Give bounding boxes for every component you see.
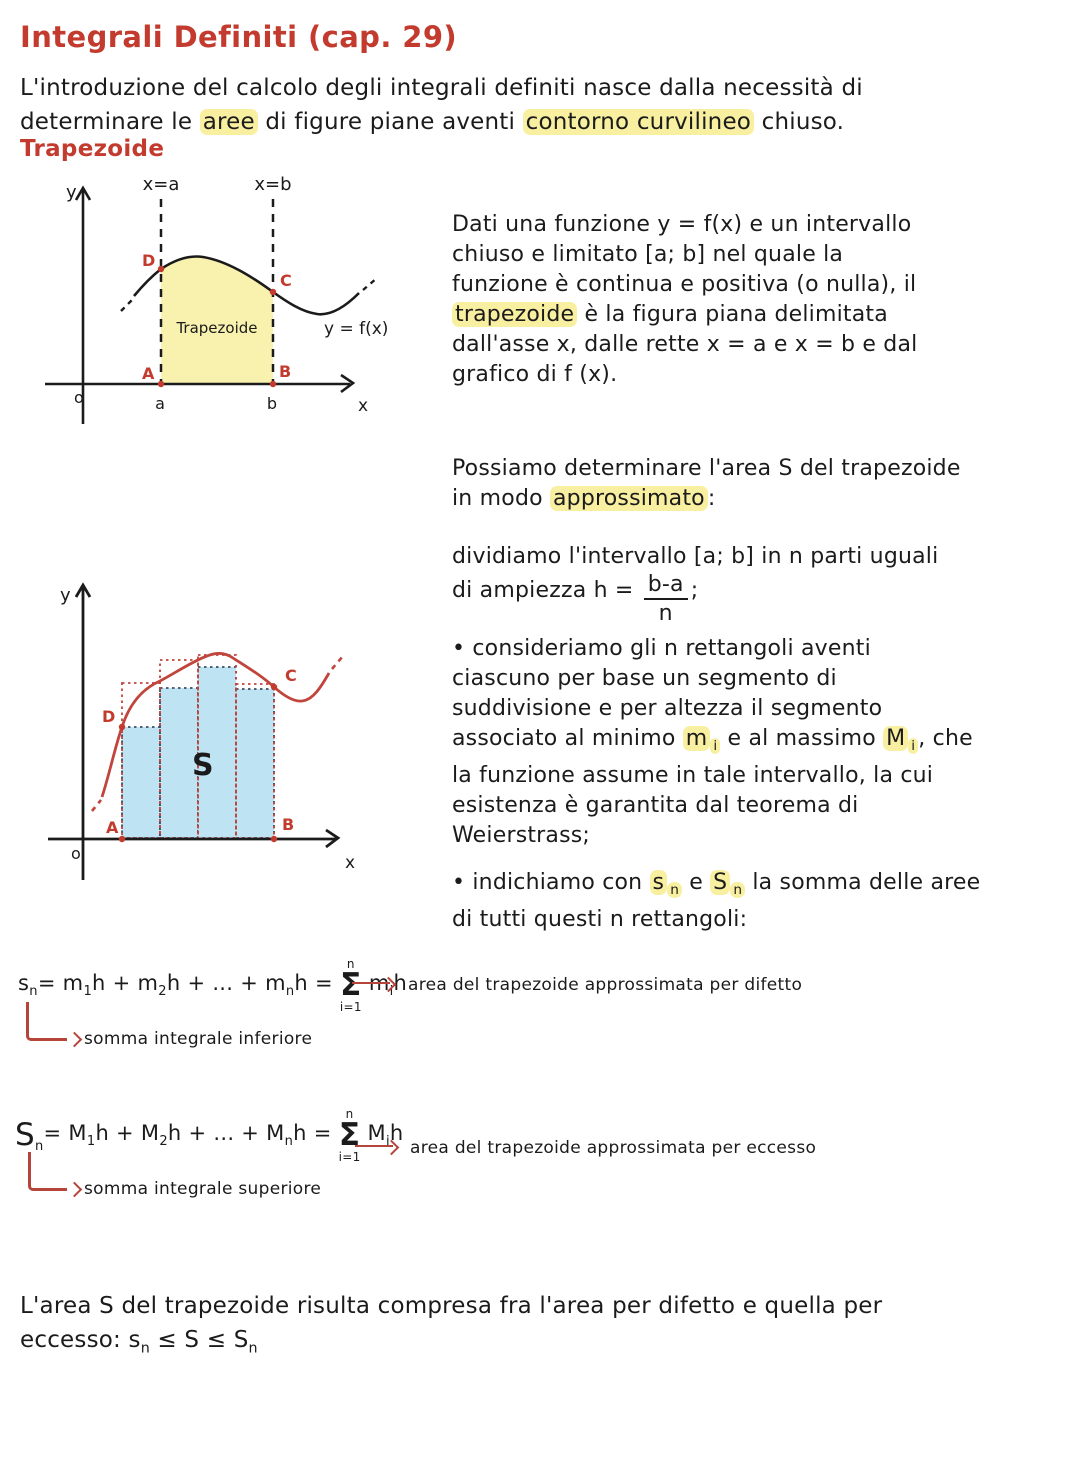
point-c-label: C — [285, 666, 297, 685]
footer-paragraph: L'area S del trapezoide risulta compresa fra l'area per difetto e quella per eccesso: $s_n \le S \le S_n$ — [20, 1293, 883, 1357]
paragraph-dividiamo: dividiamo l'intervallo [a; b] in n parti uguali di ampiezza h = $\frac{b-a}{n}$ ; — [452, 544, 939, 627]
arrow-right-icon — [352, 977, 394, 989]
formula-lower-sum — [18, 958, 407, 1013]
paragraph-definition: Dati una funzione y = f(x) e un intervallo chiuso e limitato [a; b] nel quale la funzione è continua e positiva (o nulla), il trapezoide è la figura piana delimitata dall'asse x, dalle rette x = a e x = b e dal grafico di f (x). — [452, 212, 918, 387]
lower-rectangle — [122, 727, 160, 838]
arrow-right-icon — [355, 1140, 397, 1152]
curve-dashed-end — [332, 656, 343, 669]
area-s-label: S — [192, 748, 214, 783]
paragraph-approssimato: Possiamo determinare l'area S del trapezoide in modo approssimato : — [452, 456, 961, 511]
bullet-consideriamo: • consideriamo gli n rettangoli aventi ciascuno per base un segmento di suddivisione e per altezza il segmento associato al minimo m $_i$ e al massimo M $_i$ , che la funzione assume in tale intervallo, la cui esistenza è garantita dal teorema di Weierstrass; — [452, 636, 973, 849]
point-c-label: C — [280, 271, 292, 290]
curve-dashed-end — [363, 278, 377, 290]
point-d-label: D — [142, 251, 156, 270]
formula-upper-term: $M_ih$ — [367, 1121, 404, 1150]
point-b-label: B — [279, 362, 292, 381]
section-heading-trapezoide: Trapezoide — [20, 136, 165, 162]
point-d-dot — [158, 266, 164, 272]
tick-a-label: a — [155, 394, 165, 413]
x-axis-label: x — [345, 853, 356, 873]
diagram-riemann-rectangles — [30, 575, 370, 947]
connector-arrow-lower — [26, 1002, 67, 1041]
point-d-dot — [119, 724, 125, 730]
origin-label: o — [71, 844, 81, 863]
formula-upper-body: = $M_1h + M_2h$ + ... + $M_nh$ = — [43, 1121, 332, 1150]
page-title: Integrali Definiti (cap. 29) — [20, 20, 458, 54]
curve-dashed-start — [92, 800, 101, 811]
line-a-label: x=a — [142, 174, 180, 195]
y-axis-label: y — [60, 585, 71, 606]
sum-lower-limit: i=1 — [338, 1150, 361, 1164]
sigma-icon: Σ — [340, 967, 362, 1003]
formula-upper-lhs: $S_n$ — [15, 1116, 44, 1155]
point-a-label: A — [106, 818, 119, 837]
curve-equation-label: y = f(x) — [324, 319, 389, 339]
point-a-dot — [158, 381, 164, 387]
formula-lower-body: = $m_1h + m_2h$ + ... + $m_nh$ = — [37, 971, 333, 1000]
summation-symbol — [339, 1108, 361, 1163]
point-c-dot — [271, 684, 277, 690]
region-label: Trapezoide — [176, 319, 258, 337]
y-axis-label: y — [66, 182, 77, 203]
point-d-label: D — [102, 707, 116, 726]
line-b-label: x=b — [254, 174, 292, 195]
label-somma-superiore: somma integrale superiore — [84, 1179, 322, 1199]
formula-upper-sum — [15, 1108, 404, 1163]
point-c-dot — [270, 289, 276, 295]
point-b-dot — [270, 381, 276, 387]
label-area-per-eccesso: area del trapezoide approssimata per eccesso — [410, 1138, 817, 1158]
point-a-label: A — [142, 364, 155, 383]
tick-b-label: b — [266, 394, 278, 413]
x-axis-label: x — [358, 396, 369, 416]
origin-label: o — [74, 388, 84, 407]
sum-lower-limit: i=1 — [339, 1000, 362, 1014]
formula-lower-term: $m_ih$ — [368, 971, 408, 1000]
label-area-per-difetto: area del trapezoide approssimata per difetto — [408, 975, 803, 995]
intro-paragraph: L'introduzione del calcolo degli integrali definiti nasce dalla necessità di determinare le aree di figure piane aventi contorno curvilineo chiuso. — [20, 75, 863, 135]
point-a-dot — [119, 836, 125, 842]
bullet-indichiamo: • indichiamo con s $_n$ e S $_n$ la somma delle aree di tutti questi n rettangoli: — [452, 870, 981, 933]
sum-upper-limit: n — [346, 957, 355, 971]
sum-upper-limit: n — [345, 1107, 354, 1121]
lower-rectangle — [236, 689, 274, 838]
point-b-dot — [271, 836, 277, 842]
sigma-icon: Σ — [338, 1117, 361, 1153]
point-b-label: B — [282, 815, 295, 834]
diagram-trapezoide — [30, 172, 415, 437]
formula-lower-lhs: $s_n$ — [18, 971, 38, 1000]
curve-dashed-start — [121, 299, 133, 311]
label-somma-inferiore: somma integrale inferiore — [84, 1029, 313, 1049]
connector-arrow-upper — [28, 1152, 67, 1191]
